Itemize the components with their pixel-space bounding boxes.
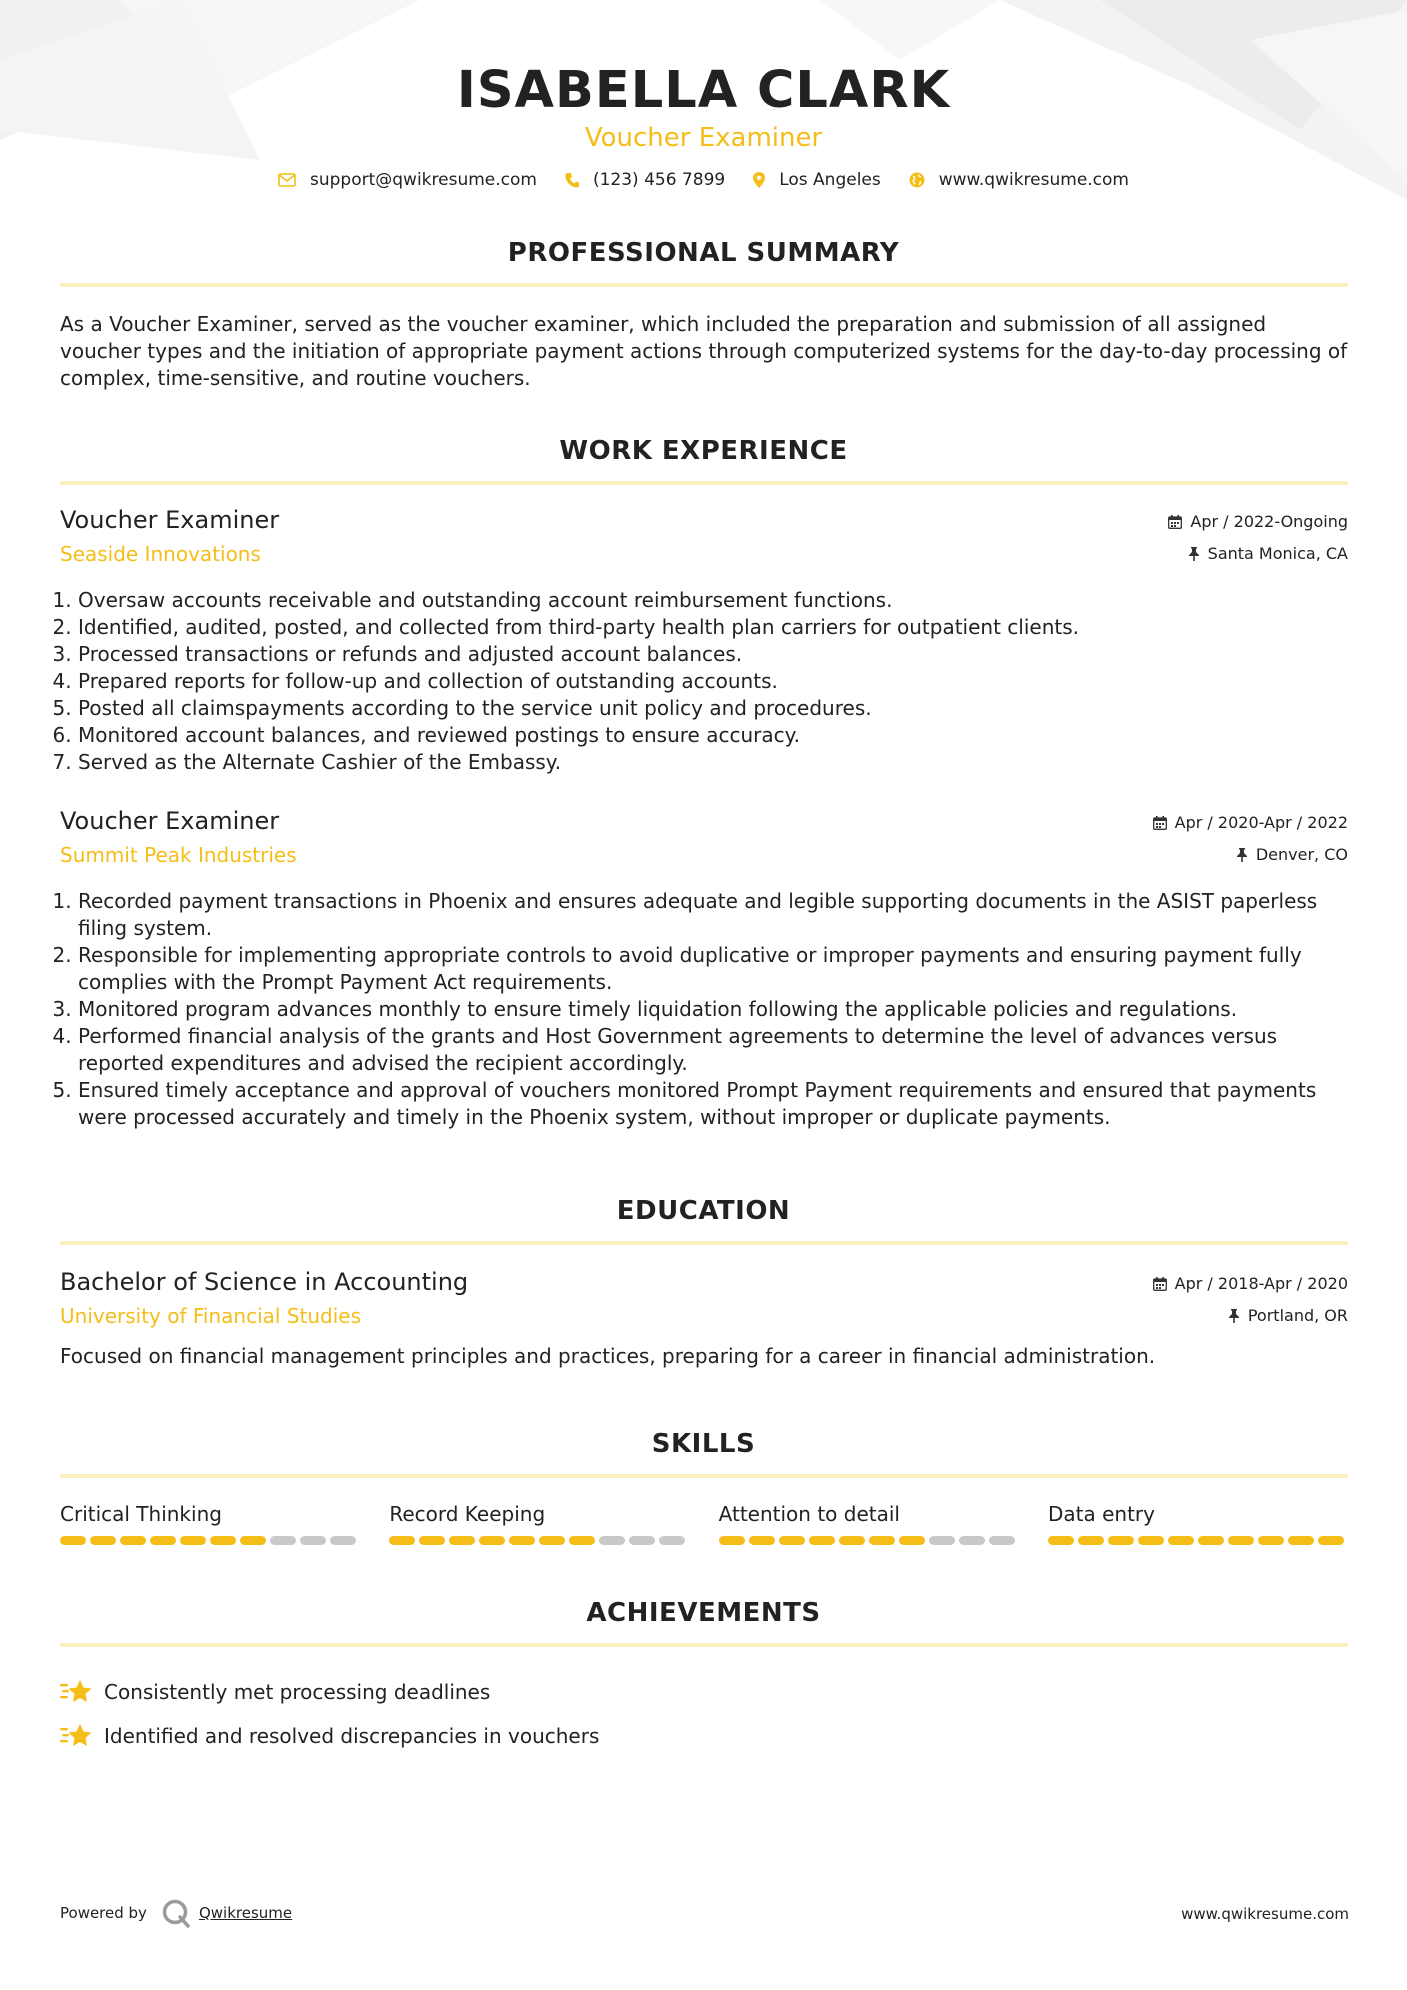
qwikresume-link[interactable]: Qwikresume	[198, 1904, 293, 1922]
job-role: Voucher Examiner	[60, 506, 280, 534]
skills-list	[60, 1500, 1348, 1545]
footer-website[interactable]: www.qwikresume.com	[1181, 1905, 1349, 1923]
skill-segment-filled	[389, 1536, 415, 1545]
job-entry-header	[60, 506, 1348, 566]
skill-segment-filled	[120, 1536, 146, 1545]
skill-segment-filled	[1138, 1536, 1164, 1545]
list-item: 1. Recorded payment transactions in Phoenix and ensures adequate and legible supporting documents in the ASIST paperless filing system.	[78, 888, 1348, 942]
skill-item	[60, 1500, 360, 1545]
location-text: Los Angeles	[779, 170, 881, 190]
skill-segment-filled	[479, 1536, 505, 1545]
job-company: Seaside Innovations	[60, 542, 261, 566]
skill-segment-filled	[1078, 1536, 1104, 1545]
job-role: Voucher Examiner	[60, 807, 280, 835]
resume-header	[0, 58, 1407, 156]
skill-segment-filled	[1318, 1536, 1344, 1545]
globe-icon	[909, 172, 925, 188]
footer-powered-by	[60, 1898, 292, 1928]
skill-segment-filled	[1198, 1536, 1224, 1545]
job-dates	[1168, 512, 1348, 531]
job-dates	[1153, 813, 1348, 832]
skill-segment-filled	[1048, 1536, 1074, 1545]
list-item: 2. Responsible for implementing appropriate controls to avoid duplicative or improper payments and ensuring payment fully complies with the Prompt Payment Act requirements.	[78, 942, 1348, 996]
skill-segment-filled	[210, 1536, 236, 1545]
skill-segment-empty	[659, 1536, 685, 1545]
skill-segment-filled	[240, 1536, 266, 1545]
job-location-text: Denver, CO	[1255, 845, 1348, 864]
powered-by-label: Powered by	[60, 1904, 147, 1922]
list-item: 5. Posted all claimspayments according to the service unit policy and procedures.	[78, 695, 1348, 722]
achievements-list	[60, 1670, 1348, 1758]
skill-segment-filled	[449, 1536, 475, 1545]
skills-heading: SKILLS	[651, 1429, 756, 1459]
job-dates-text: Apr / 2020-Apr / 2022	[1174, 813, 1348, 832]
skill-segment-filled	[90, 1536, 116, 1545]
contact-website[interactable]	[909, 170, 1129, 190]
education-divider	[60, 1241, 1348, 1245]
envelope-icon	[278, 173, 296, 187]
phone-text: (123) 456 7899	[592, 170, 726, 190]
experience-divider	[60, 481, 1348, 485]
pushpin-icon	[1188, 547, 1200, 561]
education-entry-header	[60, 1268, 1348, 1328]
contact-bar	[0, 170, 1407, 190]
skill-item	[719, 1500, 1019, 1545]
education-heading: EDUCATION	[616, 1196, 791, 1226]
skill-segment-filled	[569, 1536, 595, 1545]
list-item: 6. Monitored account balances, and reviewed postings to ensure accuracy.	[78, 722, 1348, 749]
skill-segment-filled	[419, 1536, 445, 1545]
contact-phone[interactable]	[565, 170, 725, 190]
skill-segment-empty	[629, 1536, 655, 1545]
candidate-title: Voucher Examiner	[584, 123, 823, 153]
experience-heading: WORK EXPERIENCE	[559, 436, 848, 466]
skill-segment-filled	[150, 1536, 176, 1545]
education-dates-text: Apr / 2018-Apr / 2020	[1174, 1274, 1348, 1293]
education-description: Focused on financial management principles and practices, preparing for a career in financial administration.	[60, 1344, 1156, 1368]
skill-segment-filled	[1168, 1536, 1194, 1545]
education-location-text: Portland, OR	[1247, 1306, 1348, 1325]
skill-segment-filled	[1108, 1536, 1134, 1545]
list-item	[60, 1714, 1348, 1758]
education-location	[1228, 1306, 1348, 1325]
skill-segment-filled	[899, 1536, 925, 1545]
skill-segment-filled	[1288, 1536, 1314, 1545]
list-item: 4. Prepared reports for follow-up and collection of outstanding accounts.	[78, 668, 1348, 695]
skill-segment-filled	[509, 1536, 535, 1545]
job-location	[1188, 544, 1348, 563]
list-item	[60, 1670, 1348, 1714]
skill-segment-filled	[779, 1536, 805, 1545]
job-bullets	[60, 587, 1348, 776]
skill-segment-empty	[929, 1536, 955, 1545]
map-pin-icon	[753, 172, 765, 188]
calendar-icon	[1153, 1277, 1167, 1291]
skill-segment-empty	[300, 1536, 326, 1545]
skill-segment-empty	[599, 1536, 625, 1545]
skill-rating	[389, 1536, 689, 1545]
summary-text: As a Voucher Examiner, served as the voucher examiner, which included the preparation and submission of all assigned voucher types and the initiation of appropriate payment actions through computerized systems for the day-to-day processing of complex, time-sensitive, and routine vouchers.	[60, 312, 1348, 390]
list-item: 3. Processed transactions or refunds and adjusted account balances.	[78, 641, 1348, 668]
skill-segment-filled	[869, 1536, 895, 1545]
achievement-text: Consistently met processing deadlines	[104, 1680, 491, 1704]
job-location	[1236, 845, 1348, 864]
calendar-icon	[1168, 515, 1182, 529]
pushpin-icon	[1228, 1309, 1240, 1323]
skill-segment-filled	[749, 1536, 775, 1545]
skill-segment-empty	[330, 1536, 356, 1545]
list-item: 5. Ensured timely acceptance and approval of vouchers monitored Prompt Payment requirements and ensured that payments were processed accurately and timely in the Phoenix system, without improper or duplicate payments.	[78, 1077, 1348, 1131]
skill-segment-filled	[809, 1536, 835, 1545]
job-entry-header	[60, 807, 1348, 867]
contact-email[interactable]	[278, 170, 537, 190]
contact-location	[753, 170, 881, 190]
star-icon	[60, 1723, 92, 1749]
pushpin-icon	[1236, 848, 1248, 862]
achievements-heading: ACHIEVEMENTS	[586, 1598, 821, 1628]
star-icon	[60, 1679, 92, 1705]
job-company: Summit Peak Industries	[60, 843, 297, 867]
skill-name: Attention to detail	[718, 1502, 900, 1526]
school: University of Financial Studies	[60, 1304, 362, 1328]
website-text: www.qwikresume.com	[938, 170, 1129, 190]
skill-segment-filled	[1228, 1536, 1254, 1545]
skill-segment-filled	[839, 1536, 865, 1545]
achievement-text: Identified and resolved discrepancies in vouchers	[104, 1724, 600, 1748]
list-item: 1. Oversaw accounts receivable and outstanding account reimbursement functions.	[78, 587, 1348, 614]
skill-segment-filled	[539, 1536, 565, 1545]
summary-divider	[60, 283, 1348, 287]
qwikresume-logo-icon	[161, 1898, 191, 1928]
skill-segment-empty	[989, 1536, 1015, 1545]
skill-segment-empty	[959, 1536, 985, 1545]
skill-segment-empty	[270, 1536, 296, 1545]
skill-item	[389, 1500, 689, 1545]
skill-name: Record Keeping	[389, 1502, 546, 1526]
candidate-name: ISABELLA CLARK	[456, 61, 951, 120]
skill-name: Critical Thinking	[60, 1502, 222, 1526]
list-item: 7. Served as the Alternate Cashier of the Embassy.	[78, 749, 1348, 776]
skill-segment-filled	[180, 1536, 206, 1545]
skills-divider	[60, 1474, 1348, 1478]
phone-icon	[565, 172, 579, 188]
skill-rating	[60, 1536, 360, 1545]
skill-rating	[1048, 1536, 1348, 1545]
skill-item	[1048, 1500, 1348, 1545]
list-item: 2. Identified, audited, posted, and collected from third-party health plan carriers for outpatient clients.	[78, 614, 1348, 641]
skill-segment-filled	[719, 1536, 745, 1545]
job-bullets	[60, 888, 1348, 1131]
job-dates-text: Apr / 2022-Ongoing	[1190, 512, 1348, 531]
summary-heading: PROFESSIONAL SUMMARY	[507, 238, 900, 268]
job-location-text: Santa Monica, CA	[1207, 544, 1348, 563]
list-item: 4. Performed financial analysis of the grants and Host Government agreements to determine the level of advances versus reported expenditures and advised the recipient accordingly.	[78, 1023, 1348, 1077]
list-item: 3. Monitored program advances monthly to ensure timely liquidation following the applicable policies and regulations.	[78, 996, 1348, 1023]
achievements-divider	[60, 1643, 1348, 1647]
skill-name: Data entry	[1047, 1502, 1155, 1526]
email-text: support@qwikresume.com	[310, 170, 537, 190]
calendar-icon	[1153, 816, 1167, 830]
skill-segment-filled	[1258, 1536, 1284, 1545]
education-dates	[1153, 1274, 1348, 1293]
skill-rating	[719, 1536, 1019, 1545]
degree: Bachelor of Science in Accounting	[60, 1268, 469, 1296]
skill-segment-filled	[60, 1536, 86, 1545]
